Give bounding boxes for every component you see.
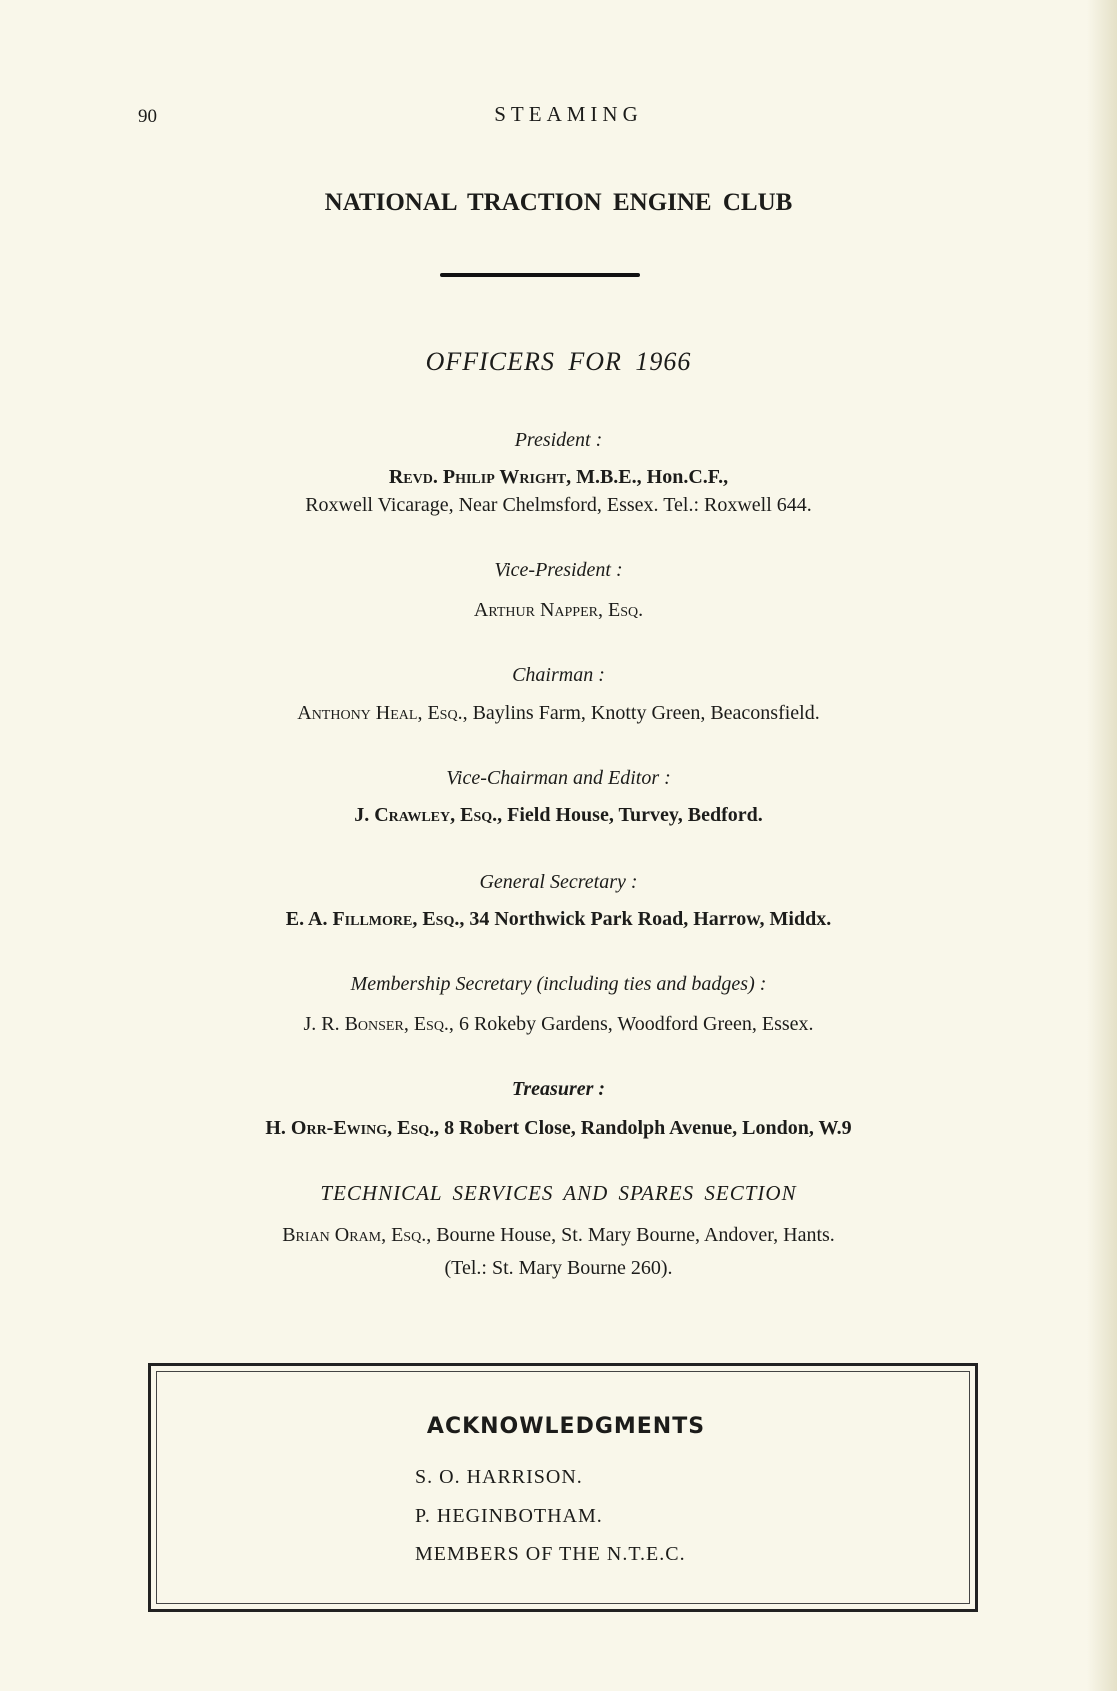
general-secretary-entry (0, 908, 1117, 931)
membership-secretary-address: 6 Rokeby Gardens, Woodford Green, Essex. (453, 1013, 814, 1035)
vice-chairman-name: J. Crawley, Esq., (354, 804, 503, 826)
running-title: STEAMING (494, 102, 643, 126)
president-name: Revd. Philip Wright (388, 466, 567, 488)
treasurer-address: 8 Robert Close, Randolph Avenue, London, W.9 (439, 1117, 852, 1139)
chairman-name: Anthony Heal, Esq., (297, 702, 468, 724)
membership-secretary-name: J. R. Bonser, Esq., (303, 1013, 454, 1035)
membership-secretary-entry (0, 1013, 1117, 1036)
chairman-role: Chairman : (512, 664, 605, 686)
technical-section-address: Bourne House, St. Mary Bourne, Andover, Hants. (431, 1224, 835, 1246)
chairman-address: Baylins Farm, Knotty Green, Beaconsfield. (467, 702, 820, 724)
president-honours: , M.B.E., Hon.C.F., (566, 466, 729, 488)
vice-chairman-address: Field House, Turvey, Bedford. (502, 804, 763, 826)
president-role: President : (514, 429, 603, 451)
acknowledgments-box (148, 1363, 978, 1612)
technical-section-entry (0, 1224, 1117, 1247)
club-title: NATIONAL TRACTION ENGINE CLUB (324, 189, 793, 216)
treasurer-name: H. Orr-Ewing, Esq., (265, 1117, 440, 1139)
president-entry (0, 466, 1117, 489)
vice-chairman-entry (0, 804, 1117, 827)
technical-section-name: Brian Oram, Esq., (282, 1224, 432, 1246)
general-secretary-address: 34 Northwick Park Road, Harrow, Middx. (464, 908, 832, 930)
general-secretary-role: General Secretary : (479, 871, 638, 893)
acknowledgments-title: ACKNOWLEDGMENTS (426, 1414, 706, 1439)
president-address: Roxwell Vicarage, Near Chelmsford, Essex. Tel.: Roxwell 644. (305, 494, 812, 516)
technical-section-heading: TECHNICAL SERVICES AND SPARES SECTION (320, 1181, 797, 1205)
treasurer-role: Treasurer : (511, 1078, 606, 1100)
technical-section-tel: (Tel.: St. Mary Bourne 260). (444, 1257, 673, 1279)
chairman-entry (0, 702, 1117, 725)
officers-heading: OFFICERS FOR 1966 (425, 347, 692, 376)
page-number: 90 (138, 106, 157, 127)
acknowledgment-item: P. HEGINBOTHAM. (415, 1505, 603, 1527)
membership-secretary-role: Membership Secretary (including ties and badges) : (350, 973, 767, 995)
vice-president-name: Arthur Napper, Esq. (473, 599, 644, 621)
acknowledgment-item: MEMBERS OF THE N.T.E.C. (415, 1543, 686, 1565)
acknowledgment-item: S. O. HARRISON. (415, 1466, 583, 1488)
vice-president-role: Vice-President : (494, 559, 623, 581)
title-rule (440, 273, 640, 277)
general-secretary-name: E. A. Fillmore, Esq., (285, 908, 465, 930)
vice-chairman-role: Vice-Chairman and Editor : (446, 767, 671, 789)
treasurer-entry (0, 1117, 1117, 1140)
